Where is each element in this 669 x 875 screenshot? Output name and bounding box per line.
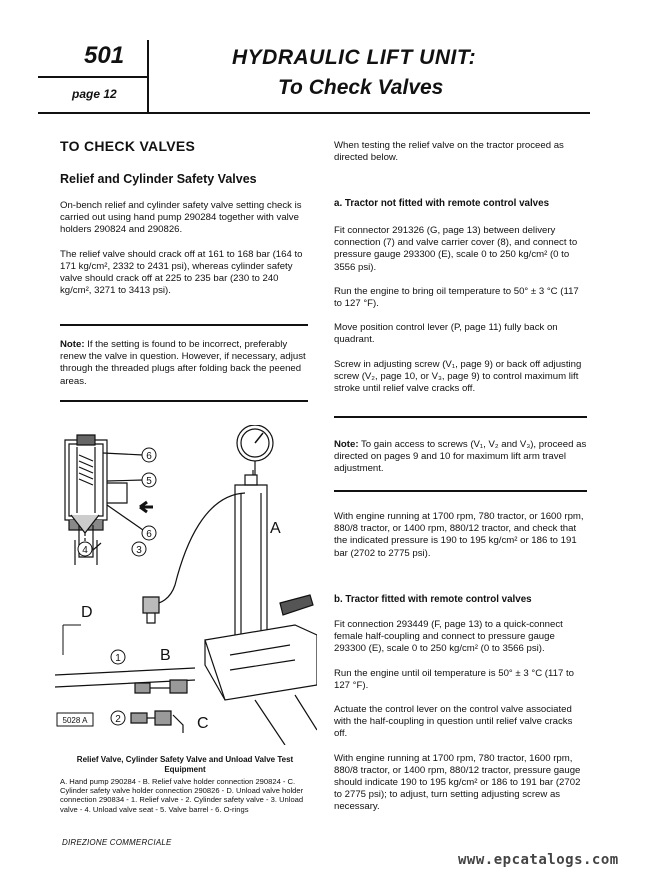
page-title: HYDRAULIC LIFT UNIT:: [232, 46, 477, 69]
figure-ref-code: 5028 A: [62, 716, 88, 725]
label-B: B: [160, 647, 171, 664]
note-text: To gain access to screws (V₁, V₂ and V₃), proceed as directed on pages 9 and 10 for maximum lift arm travel adjustment.: [334, 439, 587, 475]
subsection-heading: Relief and Cylinder Safety Valves: [60, 172, 257, 186]
callout-6: 6: [146, 451, 152, 462]
subsection-a-heading: a. Tractor not fitted with remote control valves: [334, 198, 550, 209]
header-bottom-rule: [38, 112, 590, 114]
header-short-rule: [38, 76, 149, 78]
callout-4: 4: [82, 545, 88, 556]
test-equipment-illustration: [55, 425, 317, 745]
page-label: page 12: [72, 87, 117, 101]
note-text: If the setting is found to be incorrect, preferably renew the valve in question. However, if necessary, adjust through the threaded plugs after folding back the peened areas.: [60, 339, 306, 387]
subsection-b-heading: b. Tractor fitted with remote control valves: [334, 594, 532, 605]
note-label: Note:: [334, 439, 359, 450]
right-text-a: [334, 225, 587, 395]
callout-6b: 6: [146, 529, 152, 540]
left-text: [60, 200, 308, 297]
note-block: [334, 439, 587, 476]
figure-caption-body: A. Hand pump 290284 - B. Relief valve holder connection 290824 - C. Cylinder safety valve holder connection 290826 - D. Unload valve holder connection 290834 - 1. Relief valve - 2. Cylinder safety valve - 3. Unload valve - 4. Unload valve seat - 5. Valve barrel - 6. O-rings: [60, 777, 304, 814]
paragraph: With engine running at 1700 rpm, 780 tractor, 1600 rpm, 880/8 tractor, or 1400 rpm, 880/12 tractor, pressure gauge should indicate 190 to 195 kg/cm² or 186 to 191 bar (2702 to 2775 psi); to adjust, turn setting adjusting screw as necessary.: [334, 752, 581, 813]
divider: [60, 324, 308, 326]
footer-department: DIREZIONE COMMERCIALE: [62, 838, 172, 847]
callout-1: 1: [115, 653, 121, 664]
callout-5: 5: [146, 476, 152, 487]
figure-caption-title: Relief Valve, Cylinder Safety Valve and Unload Valve Test Equipment: [76, 755, 294, 774]
watermark: www.epcatalogs.com: [458, 852, 619, 868]
right-intro: When testing the relief valve on the tractor proceed as directed below.: [334, 140, 564, 164]
paragraph: On-bench relief and cylinder safety valve setting check is carried out using hand pump 290284 together with valve holders 290824 and 290826.: [60, 200, 302, 236]
right-text-b: [334, 619, 587, 814]
divider: [334, 416, 587, 418]
label-A: A: [270, 520, 281, 537]
paragraph: With engine running at 1700 rpm, 780 tractor, or 1600 rpm, 880/8 tractor, or 1400 rpm, 880/12 tractor, and check that the indicated pressure is 190 to 195 kg/cm² or 186 to 191 bar (2702 to 2775 psi).: [334, 511, 584, 559]
note-block: [60, 339, 308, 388]
paragraph: Actuate the control lever on the control valve associated with the half-coupling in question until relief valve cracks off.: [334, 704, 573, 740]
paragraph: Run the engine until oil temperature is 50° ± 3 °C (117 to 127 °F).: [334, 667, 574, 691]
paragraph: Move position control lever (P, page 11) fully back on quadrant.: [334, 322, 558, 346]
note-label: Note:: [60, 339, 85, 350]
paragraph: Fit connector 291326 (G, page 13) between delivery connection (7) and valve carrier cover (8), and connect to pressure gauge 293300 (E), scale 0 to 250 kg/cm² (0 to 3556 psi).: [334, 225, 578, 273]
section-heading: TO CHECK VALVES: [60, 138, 196, 154]
callout-2: 2: [115, 714, 121, 725]
paragraph: Fit connection 293449 (F, page 13) to a quick-connect female half-coupling and connect to pressure gauge 293300 (E), scale 0 to 250 kg/cm² (0 to 3566 psi).: [334, 619, 563, 655]
callout-3: 3: [136, 545, 142, 556]
section-number: 501: [84, 42, 125, 69]
label-C: C: [197, 715, 209, 732]
page-subtitle: To Check Valves: [278, 76, 444, 99]
paragraph: Screw in adjusting screw (V₁, page 9) or back off adjusting screw (V₂, page 10, or V₃, page 9) to control maximum lift stroke until relief valve cracks off.: [334, 358, 582, 395]
divider: [60, 400, 308, 402]
paragraph: Run the engine to bring oil temperature to 50° ± 3 °C (117 to 127 °F).: [334, 285, 579, 310]
divider: [334, 490, 587, 492]
label-D: D: [81, 604, 93, 621]
paragraph: The relief valve should crack off at 161 to 168 bar (164 to 171 kg/cm², 2332 to 2431 psi), whereas cylinder safety valve should crack off at 225 to 235 bar (230 to 240 kg/cm², 3271 to 3413 psi).: [60, 248, 303, 297]
